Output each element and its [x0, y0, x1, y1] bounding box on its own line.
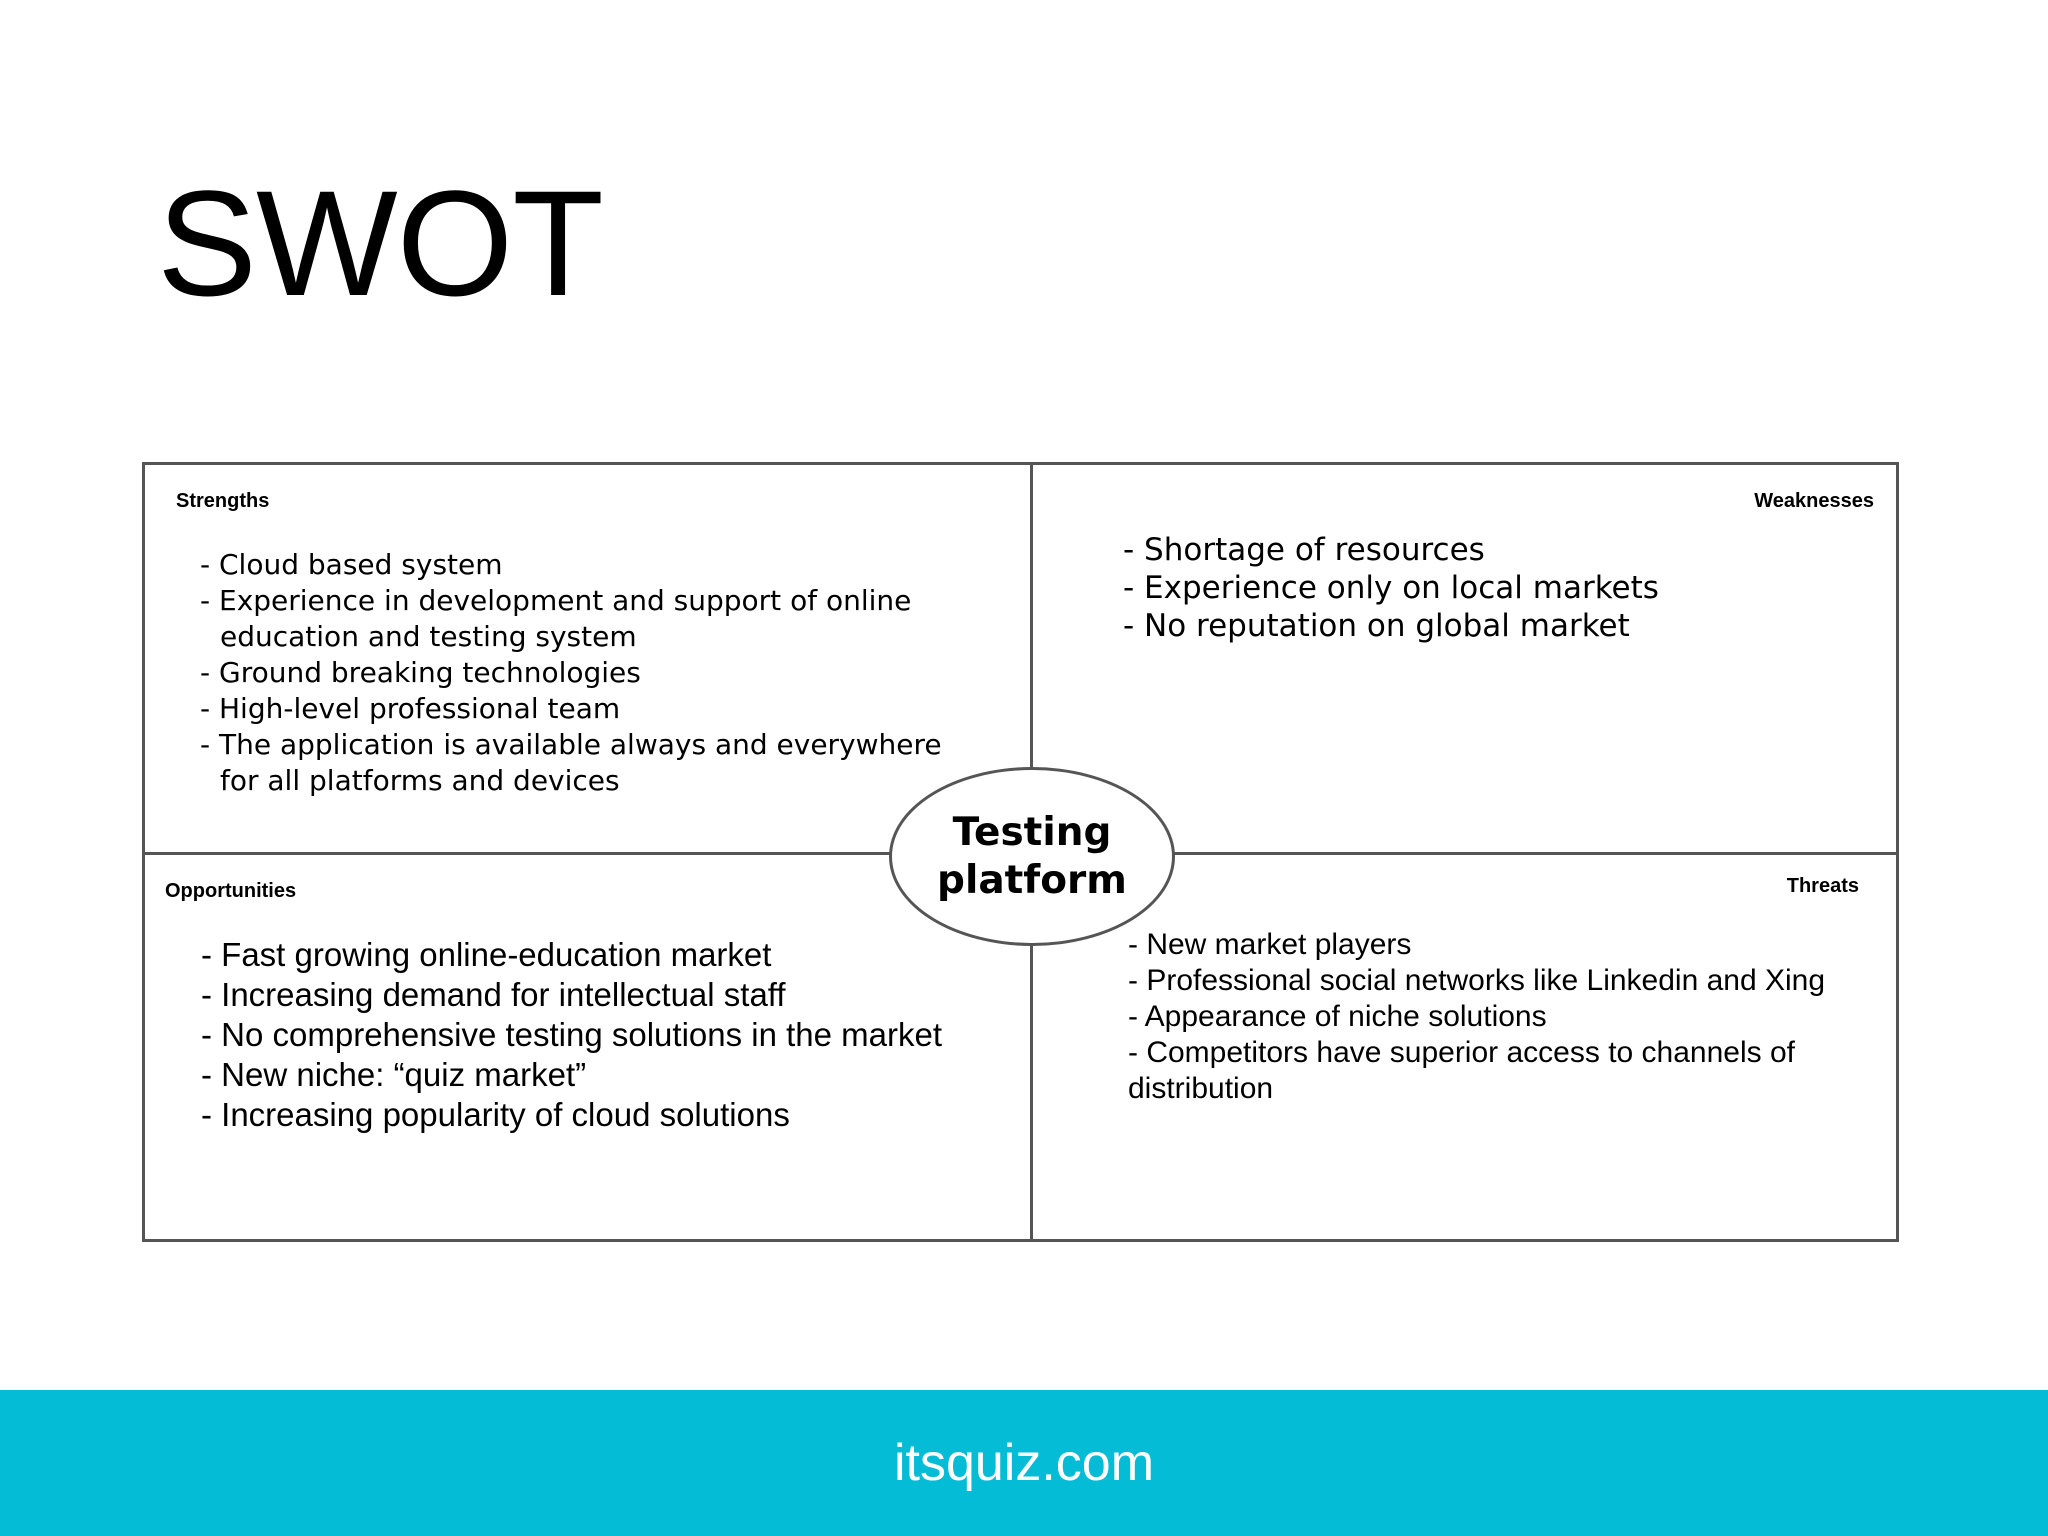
footer-link[interactable]: itsquiz.com	[893, 1434, 1155, 1492]
list-item: - Cloud based system	[200, 548, 503, 581]
list-item: - Appearance of niche solutions	[1128, 1000, 1547, 1033]
list-item: - No reputation on global market	[1123, 608, 1630, 644]
footer-bar	[0, 1390, 2048, 1536]
opportunities-list	[201, 935, 1001, 1135]
list-item: - Experience in development and support of online education and testing system	[200, 584, 912, 653]
weaknesses-list	[1123, 531, 1843, 645]
weaknesses-label: Weaknesses	[1754, 490, 1874, 512]
center-label-line2: platform	[937, 857, 1127, 903]
list-item: - The application is available always and everywhere for all platforms and devices	[200, 728, 942, 797]
list-item: - Competitors have superior access to channels of distribution	[1128, 1036, 1795, 1105]
threats-list	[1128, 927, 1888, 1107]
page-title: SWOT	[157, 159, 603, 327]
center-label	[937, 809, 1127, 905]
list-item: - High-level professional team	[200, 692, 621, 725]
list-item: - Increasing demand for intellectual staff	[201, 976, 786, 1013]
list-item: - Experience only on local markets	[1123, 570, 1659, 606]
strengths-label: Strengths	[176, 490, 270, 512]
list-item: - Professional social networks like Linkedin and Xing	[1128, 964, 1826, 997]
center-label-line1: Testing	[952, 809, 1112, 855]
list-item: - Increasing popularity of cloud solutions	[201, 1096, 790, 1133]
center-ellipse	[889, 767, 1175, 946]
list-item: - No comprehensive testing solutions in the market	[201, 1016, 943, 1053]
list-item: - Shortage of resources	[1123, 532, 1485, 568]
strengths-list	[185, 547, 965, 799]
list-item: - Fast growing online-education market	[201, 936, 772, 973]
threats-label: Threats	[1786, 875, 1859, 897]
opportunities-label: Opportunities	[165, 880, 297, 902]
list-item: - New niche: “quiz market”	[201, 1056, 587, 1093]
list-item: - New market players	[1128, 928, 1412, 961]
list-item: - Ground breaking technologies	[200, 656, 641, 689]
